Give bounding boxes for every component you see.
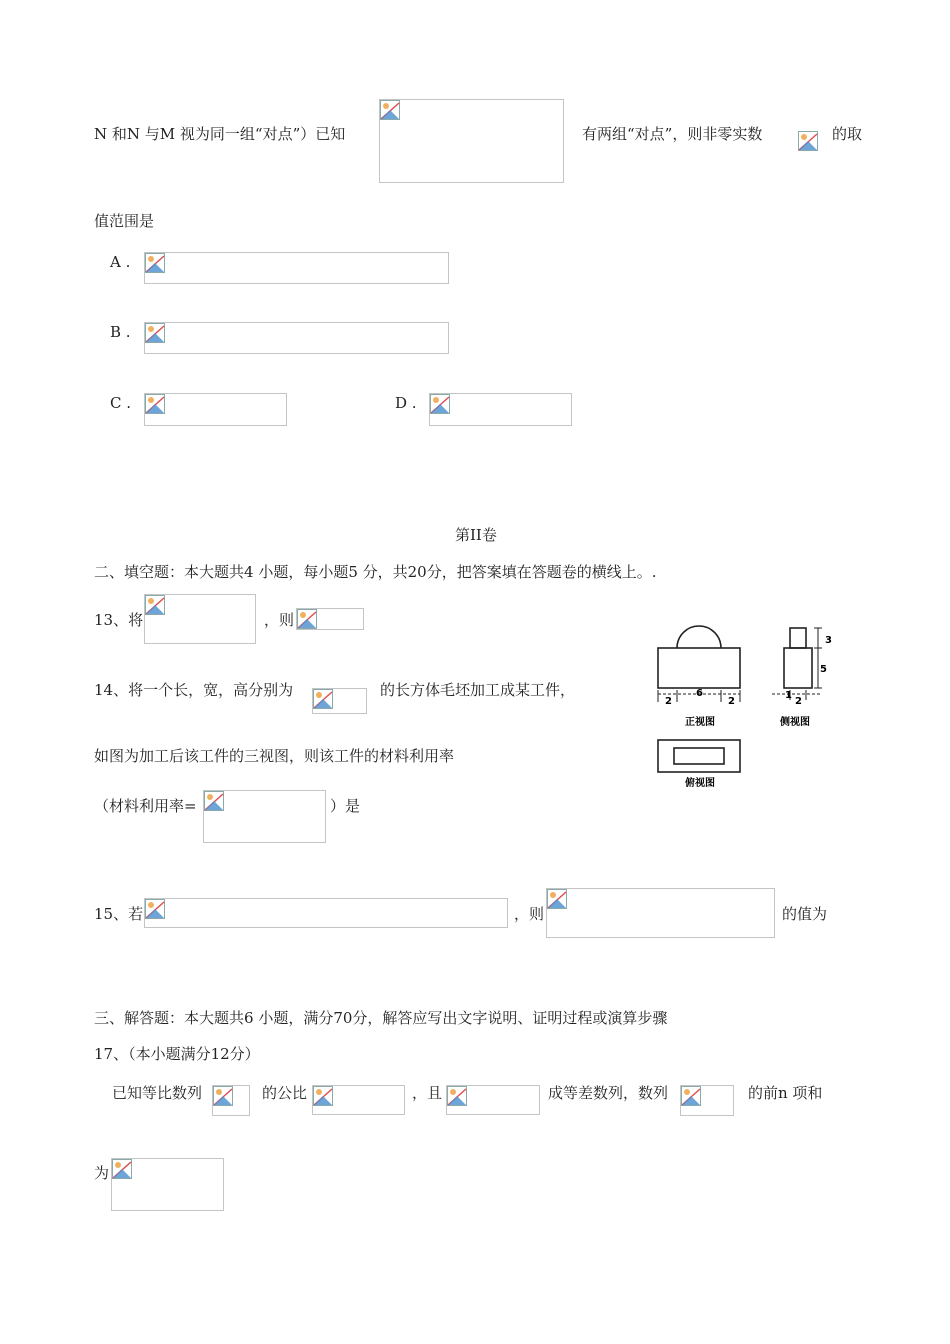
q17-text-5: 的前n 项和 [748, 1084, 823, 1102]
option-c-label: C . [110, 394, 132, 412]
broken-image-icon [313, 689, 333, 709]
q14-text-3: 如图为加工后该工件的三视图，则该工件的材料利用率 [94, 747, 455, 765]
three-view-figure [650, 618, 845, 793]
top-view-label: 俯视图 [685, 778, 715, 789]
option-a-label: A . [110, 253, 131, 271]
broken-image-icon [380, 100, 400, 120]
q17-header: 17、（本小题满分12分） [94, 1045, 260, 1063]
option-b-label: B . [110, 323, 131, 341]
broken-image-icon [430, 394, 450, 414]
q12-text-4: 值范围是 [94, 212, 155, 230]
q13-prefix: 13、将 [94, 611, 144, 629]
q14-text-4: （材料利用率= [94, 797, 197, 815]
formula-image [798, 131, 819, 151]
broken-image-icon [112, 1159, 132, 1179]
formula-image [212, 1085, 250, 1116]
q15-mid: ，则 [514, 905, 545, 923]
option-a-image [144, 252, 449, 284]
formula-image [144, 594, 256, 644]
formula-image [680, 1085, 734, 1116]
q12-text-2: 有两组“对点”，则非零实数 [582, 125, 763, 143]
option-d-image [429, 393, 572, 426]
q13-mid: ，则 [264, 611, 295, 629]
q17-text-6: 为 [94, 1164, 110, 1182]
broken-image-icon [145, 394, 165, 414]
broken-image-icon [297, 609, 317, 629]
q12-text-1: N 和N 与M 视为同一组“对点”）已知 [94, 125, 346, 143]
formula-image [446, 1085, 540, 1115]
formula-image [111, 1158, 224, 1211]
dim-6: 6 [696, 688, 703, 699]
q14-text-5: ）是 [330, 797, 361, 815]
broken-image-icon [447, 1086, 467, 1106]
dim-2c: 2 [795, 696, 802, 707]
q17-text-4: 成等差数列，数列 [548, 1084, 669, 1102]
q12-text-3: 的取 [832, 125, 863, 143]
q14-text-1: 14、将一个长，宽，高分别为 [94, 681, 294, 699]
q17-text-1: 已知等比数列 [112, 1084, 203, 1102]
broken-image-icon [681, 1086, 701, 1106]
broken-image-icon [145, 595, 165, 615]
broken-image-icon [213, 1086, 233, 1106]
dim-3: 3 [825, 635, 832, 646]
broken-image-icon [547, 889, 567, 909]
q14-text-2: 的长方体毛坯加工成某工件， [380, 681, 576, 699]
section-3-instruction: 三、解答题：本大题共6 小题，满分70分，解答应写出文字说明、证明过程或演算步骤 [94, 1009, 668, 1027]
q17-text-2: 的公比 [262, 1084, 308, 1102]
option-d-label: D . [395, 394, 417, 412]
option-b-image [144, 322, 449, 354]
q15-prefix: 15、若 [94, 905, 144, 923]
dim-5: 5 [820, 664, 827, 675]
formula-image [312, 688, 367, 714]
section-2-instruction: 二、填空题：本大题共4 小题，每小题5 分，共20分，把答案填在答题卷的横线上。. [94, 563, 657, 581]
formula-image [203, 790, 326, 843]
broken-image-icon [204, 791, 224, 811]
formula-image [144, 898, 508, 928]
option-c-image [144, 393, 287, 426]
top-view [658, 740, 740, 772]
formula-image [379, 99, 564, 183]
q17-text-3: ，且 [412, 1084, 443, 1102]
section-2-title: 第II卷 [455, 526, 497, 544]
formula-image [312, 1085, 405, 1115]
broken-image-icon [145, 323, 165, 343]
q15-suffix: 的值为 [782, 905, 828, 923]
formula-image [296, 608, 364, 630]
broken-image-icon [145, 253, 165, 273]
front-view-label: 正视图 [685, 717, 715, 728]
broken-image-icon [313, 1086, 333, 1106]
dim-2b: 2 [728, 696, 735, 707]
side-view-label: 侧视图 [780, 717, 810, 728]
formula-image [546, 888, 775, 938]
broken-image-icon [145, 899, 165, 919]
broken-image-icon [798, 131, 818, 151]
side-view [772, 628, 822, 700]
dim-1: 1 [785, 690, 792, 701]
dim-2a: 2 [665, 696, 672, 707]
